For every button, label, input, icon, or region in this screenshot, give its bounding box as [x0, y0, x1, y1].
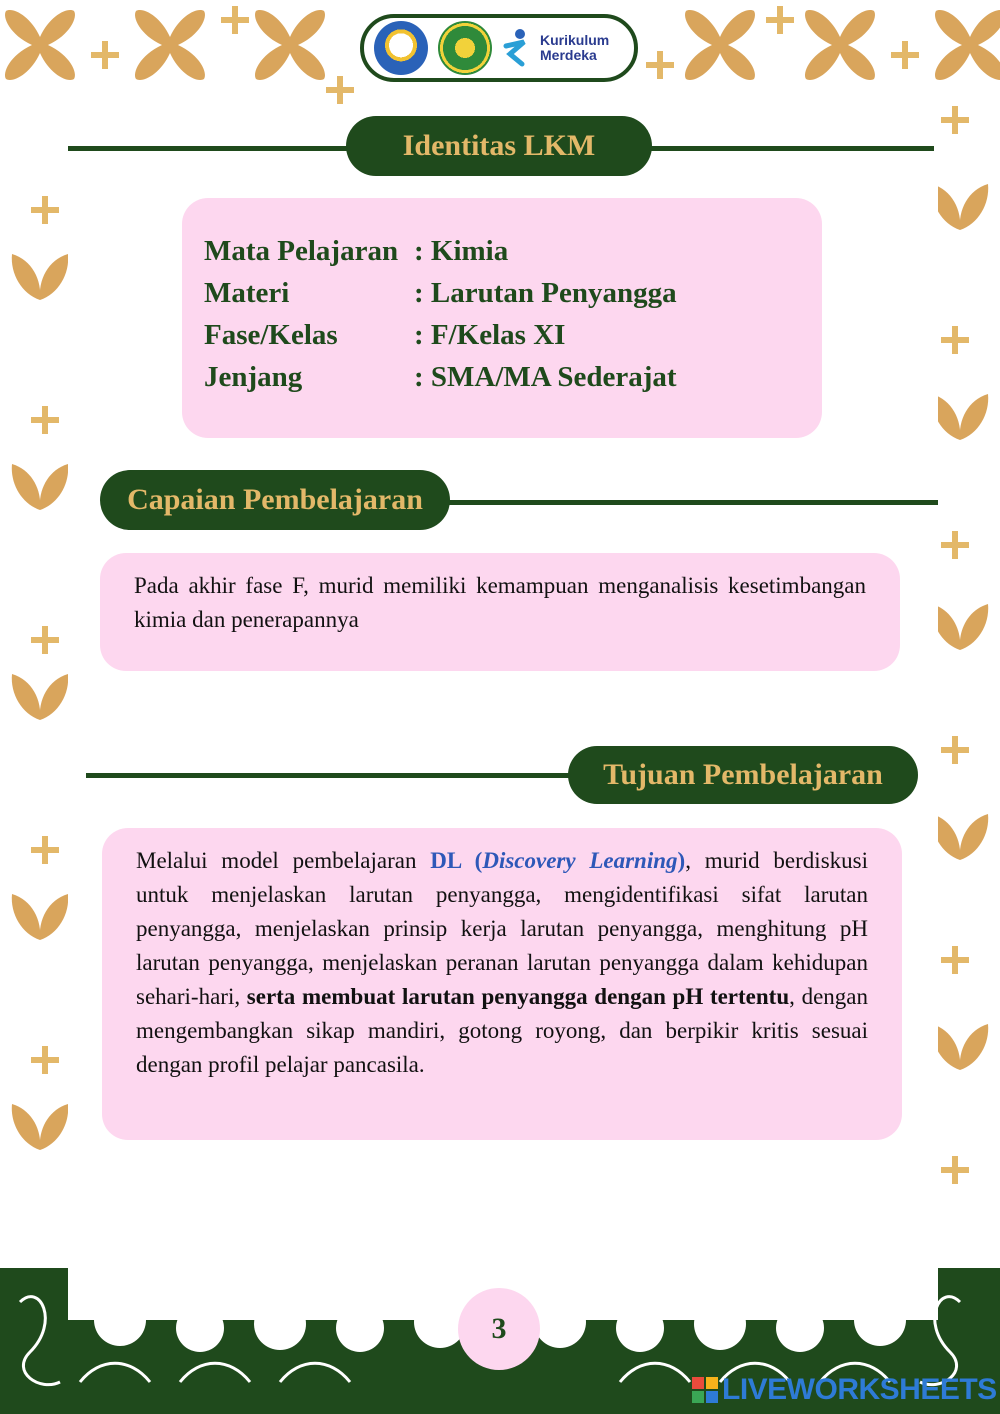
tujuan-text	[136, 844, 868, 1082]
tujuan-text-intro: Melalui model pembelajaran	[136, 848, 431, 873]
value-fase-kelas: : F/Kelas XI	[414, 319, 566, 351]
liveworksheets-label: LIVEWORKSHEETS	[722, 1373, 997, 1406]
logo-header	[360, 14, 638, 82]
value-materi: : Larutan Penyangga	[414, 277, 677, 309]
label-mata-pelajaran: Mata Pelajaran	[204, 235, 399, 267]
value-jenjang: : SMA/MA Sederajat	[414, 361, 677, 393]
capaian-text: Pada akhir fase F, murid memiliki kemampuan menganalisis kesetimbangan kimia dan penerapannya	[134, 573, 866, 632]
dl-abbreviation	[430, 848, 685, 873]
dl-close-paren: )	[677, 848, 686, 873]
tujuan-heading: Tujuan Pembelajaran	[568, 746, 918, 804]
page-number: 3	[458, 1288, 540, 1370]
tujuan-rule	[86, 773, 586, 778]
capaian-heading: Capaian Pembelajaran	[100, 470, 450, 530]
liveworksheets-icon	[692, 1377, 718, 1403]
dl-full-name: Discovery Learning	[482, 848, 678, 873]
tujuan-text-body: , murid berdiskusi untuk menjelaskan larutan penyangga, mengidentifikasi sifat larutan penyangga, menjelaskan prinsip kerja larutan penyangga, menghitung pH larutan penyangga, menjelaskan peranan larutan penyangga dalam kehidupan sehari-hari,	[136, 848, 868, 1009]
tujuan-text-end: , dengan mengembangkan sikap mandiri, gotong royong, dan berpikir kritis sesuai dengan profil pelajar pancasila.	[136, 984, 868, 1077]
tut-wuri-handayani-logo	[374, 21, 428, 75]
liveworksheets-watermark	[692, 1372, 997, 1408]
identitas-box	[182, 198, 822, 438]
label-materi: Materi	[204, 277, 290, 309]
capaian-rule	[420, 500, 938, 505]
kurikulum-merdeka-icon	[502, 28, 530, 68]
dl-open-paren: (	[460, 848, 483, 873]
merdeka-label: Merdeka	[540, 47, 597, 63]
identitas-heading: Identitas LKM	[346, 116, 652, 176]
label-fase-kelas: Fase/Kelas	[204, 319, 338, 351]
tujuan-box	[102, 828, 902, 1140]
dl-abbr: DL	[430, 848, 461, 873]
label-jenjang: Jenjang	[204, 361, 303, 393]
provincial-emblem-logo	[438, 21, 492, 75]
tujuan-text-bold: serta membuat larutan penyangga dengan pH tertentu	[246, 984, 790, 1009]
identitas-table	[204, 232, 822, 396]
value-mata-pelajaran: : Kimia	[414, 235, 509, 267]
kurikulum-label: Kurikulum	[540, 32, 610, 48]
capaian-box	[100, 553, 900, 671]
kurikulum-merdeka-logo	[540, 33, 609, 63]
